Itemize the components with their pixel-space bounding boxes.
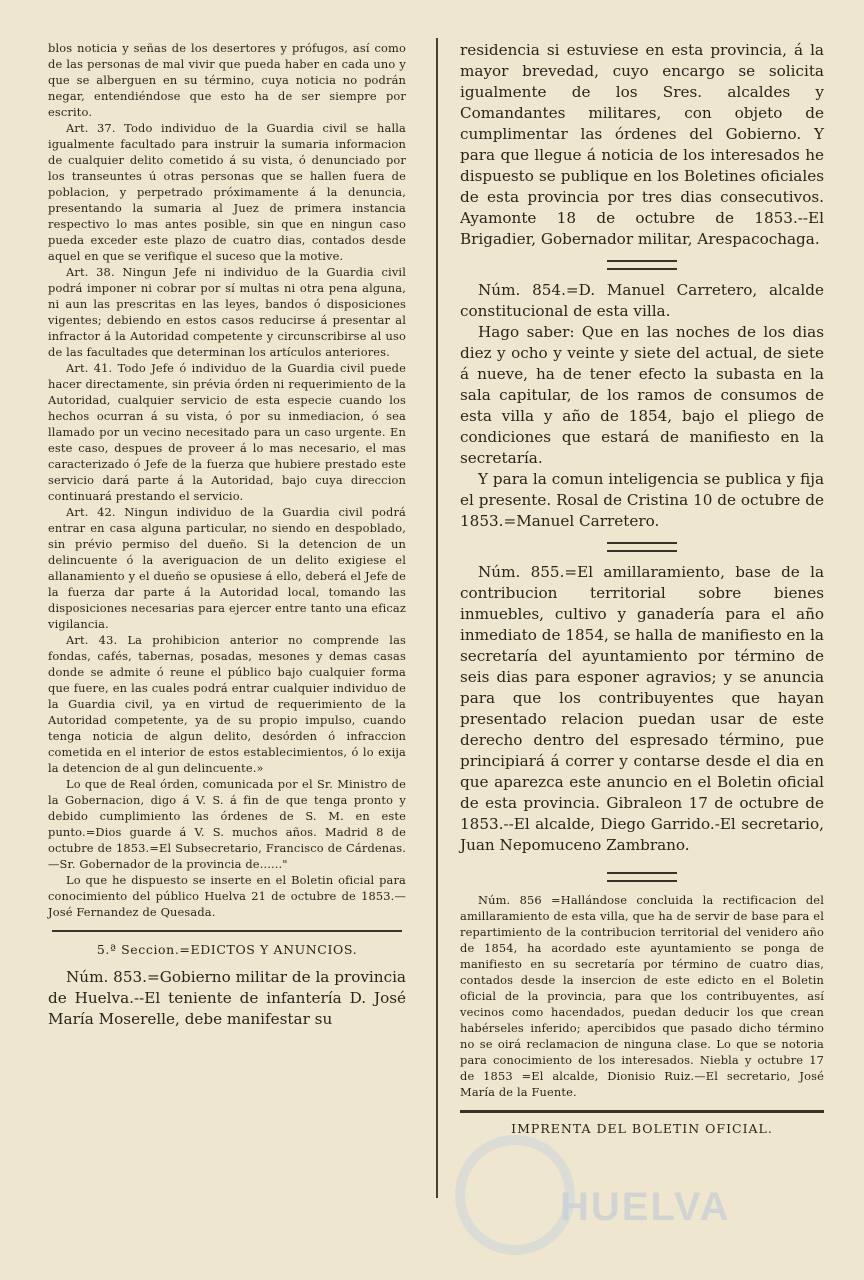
- notice-854-body: Hago saber: Que en las noches de los dias diez y ocho y veinte y siete del actual, de siete á nueve, ha de tener efecto la subasta en la sala capitular, de los ramos de consumos de esta villa y año de 1854, bajo el pliego de condiciones que estará de manifiesto en la secretaría.: [460, 323, 824, 467]
- watermark-seal: [455, 1135, 575, 1255]
- ornament-divider-3: [607, 872, 677, 882]
- article-42: Art. 42. Ningun individuo de la Guardia civil podrá entrar en casa alguna particular, no siendo en despoblado, sin prévio permiso del dueño. Si la detencion de un delincuente ó la averiguacion de un delito exigiese el allanamiento y el dueño se opusiese á ello, deberá el Jefe de la fuerza dar parte á la Autoridad local, tomando las disposiciones necesarias para ejercer entre tanto una eficaz vigilancia.: [48, 505, 406, 631]
- dispuesto-paragraph: Lo que he dispuesto se inserte en el Boletin oficial para conocimiento del público Huelva 21 de octubre de 1853.—José Fernandez de Quesada.: [48, 873, 406, 919]
- real-orden-paragraph: Lo que de Real órden, comunicada por el Sr. Ministro de la Gobernacion, digo á V. S. á fin de que tenga pronto y debido cumplimiento las órdenes de S. M. en este punto.=Dios guarde á V. S. muchos años. Madrid 8 de octubre de 1853.=El Subsecretario, Francisco de Cárdenas.—Sr. Gobernador de la provincia de......": [48, 777, 406, 871]
- section-title: 5.ª Seccion.=EDICTOS Y ANUNCIOS.: [96, 942, 358, 957]
- left-column: [48, 40, 406, 1030]
- article-37: Art. 37. Todo individuo de la Guardia civil se halla igualmente facultado para instruir la sumaria informacion de cualquier delito cometido á su vista, ó denunciado por los transeuntes ú otras personas que se hallen fuera de poblacion, y perpetrado próximamente á la denuncia, presentando la sumaria al Juez de primera instancia respectivo lo mas antes posible, sin que en ningun caso pueda exceder este plazo de cuatro dias, contados desde aquel en que se verifique el suceso que la motive.: [48, 121, 406, 263]
- notice-853-end: residencia si estuviese en esta provincia, á la mayor brevedad, cuyo encargo se solicita igualmente de los Sres. alcaldes y Comandantes militares, con objeto de cumplimentar las órdenes del Gobierno. Y para que llegue á noticia de los interesados he dispuesto se publique en los Boletines oficiales de esta provincia por tres dias consecutivos. Ayamonte 18 de octubre de 1853.--El Brigadier, Gobernador militar, Arespacochaga.: [460, 41, 824, 248]
- notice-854-closing: Y para la comun inteligencia se publica y fija el presente. Rosal de Cristina 10 de octubre de 1853.=Manuel Carretero.: [460, 470, 824, 530]
- article-38: Art. 38. Ningun Jefe ni individuo de la Guardia civil podrá imponer ni cobrar por sí multas ni otra pena alguna, ni aun las prescritas en las leyes, bandos ó disposiciones vigentes; debiendo en estos casos reducirse á presentar al infractor á la Autoridad competente y circunscribirse al uso de las facultades que determinan los artículos anteriores.: [48, 265, 406, 359]
- ornament-divider-1: [607, 260, 677, 270]
- footer-rule: [460, 1110, 824, 1113]
- notice-854-heading: Núm. 854.=D. Manuel Carretero, alcalde constitucional de esta villa.: [460, 281, 824, 320]
- ornament-divider-2: [607, 542, 677, 552]
- article-43: Art. 43. La prohibicion anterior no comprende las fondas, cafés, tabernas, posadas, mesones y demas casas donde se admite ó reune el público bajo cualquier forma que fuere, en las cuales podrá entrar cualquier individuo de la Guardia civil, ya en virtud de requerimiento de la Autoridad competente, ya de su propio impulso, cuando tenga noticia de algun delito, desórden ó infraccion cometida en el interior de estos establecimientos, ó lo exija la detencion de al gun delincuente.»: [48, 633, 406, 775]
- article-41: Art. 41. Todo Jefe ó individuo de la Guardia civil puede hacer directamente, sin prévia órden ni requerimiento de la Autoridad, cualquier servicio de esta especie cuando los hechos ocurran á su vista, ó por su inmediacion, ó sea llamado por un vecino necesitado para un caso urgente. En este caso, despues de proveer á lo mas necesario, el mas caracterizado ó Jefe de la fuerza que hubiere prestado este servicio dará parte á la Autoridad, bajo cuya direccion continuará prestando el servicio.: [48, 361, 406, 503]
- notice-853-start: Núm. 853.=Gobierno militar de la provincia de Huelva.--El teniente de infantería D. José María Moserelle, debe manifestar su: [48, 968, 406, 1028]
- notice-855: Núm. 855.=El amillaramiento, base de la contribucion territorial sobre bienes inmuebles, cultivo y ganadería para el año inmediato de 1854, se halla de manifiesto en la secretaría del ayuntamiento por término de seis dias para esponer agravios; y se anuncia para que los contribuyentes que hayan presentado relacion puedan usar de este derecho dentro del espresado término, pue principiará á correr y contarse desde el dia en que aparezca este anuncio en el Boletin oficial de esta provincia. Gibraleon 17 de octubre de 1853.--El alcalde, Diego Garrido.-El secretario, Juan Nepomuceno Zambrano.: [460, 563, 824, 854]
- intro-paragraph: blos noticia y señas de los desertores y prófugos, así como de las personas de mal vivir que pueda haber en cada uno y que se alberguen en su término, cuya noticia no podrán negar, entendiéndose que esto ha de ser siempre por escrito.: [48, 41, 406, 119]
- section-rule: [52, 930, 402, 932]
- right-column: [460, 40, 824, 1136]
- notice-856: Núm. 856 =Hallándose concluida la rectificacion del amillaramiento de esta villa, que ha de servir de base para el repartimiento de la contribucion territorial del venidero año de 1854, ha acordado este ayuntamiento se ponga de manifiesto en su secretaría por término de cuatro dias, contados desde la insercion de este edicto en el Boletin oficial de la provincia, para que los contribuyentes, así vecinos como hacendados, puedan deducir los que crean habérseles inferido; apercibidos que pasado dicho término no se oirá reclamacion de ninguna clase. Lo que se notoria para conocimiento de los interesados. Niebla y octubre 17 de 1853 =El alcalde, Dionisio Ruiz.—El secretario, José María de la Fuente.: [460, 893, 824, 1099]
- imprenta-footer: IMPRENTA DEL BOLETIN OFICIAL.: [511, 1121, 773, 1136]
- column-divider: [436, 38, 438, 1198]
- huelva-watermark: HUELVA: [560, 1185, 731, 1229]
